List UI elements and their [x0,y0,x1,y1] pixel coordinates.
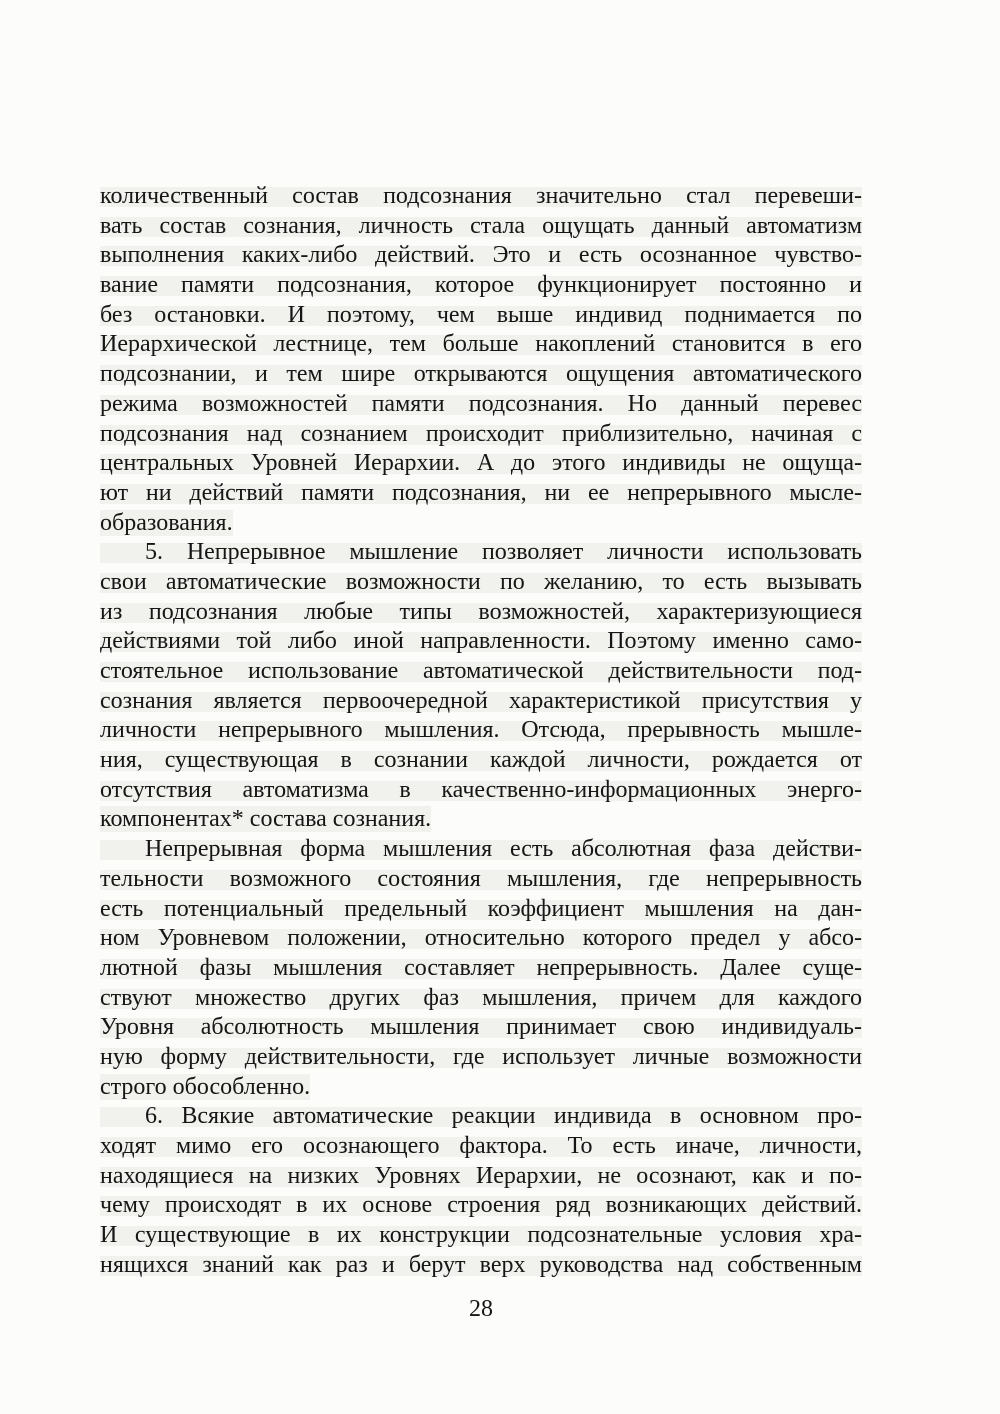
text-line [100,509,862,539]
text-line: вать состав сознания, личность стала ощущать данный автоматизм [100,212,862,242]
text-line: находящиеся на низких Уровнях Иерархии, не осознают, как и по- [100,1162,862,1192]
text-line: подсознании, и тем шире открываются ощущения автоматического [100,360,862,390]
text-line [100,1073,862,1103]
paragraph [100,1102,862,1280]
text-line: тельности возможного состояния мышления, где непрерывность [100,865,862,895]
text-line: без остановки. И поэтому, чем выше индивид поднимается по [100,301,862,331]
text-line: Уровня абсолютность мышления принимает свою индивидуаль- [100,1013,862,1043]
text-line: ния, существующая в сознании каждой личности, рождается от [100,746,862,776]
page-number: 28 [469,1296,493,1322]
text-line [100,805,862,835]
text-line-content: образования. [100,509,233,536]
text-line: свои автоматические возможности по желанию, то есть вызывать [100,568,862,598]
text-line: подсознания над сознанием происходит приблизительно, начиная с [100,420,862,450]
text-line: сознания является первоочередной характеристикой присутствия у [100,687,862,717]
text-line: ную форму действительности, где использует личные возможности [100,1043,862,1073]
text-line: ходят мимо его осознающего фактора. То есть иначе, личности, [100,1132,862,1162]
paragraph [100,538,862,835]
text-line: отсутствия автоматизма в качественно-информационных энерго- [100,776,862,806]
text-line-content: компонентах* состава сознания. [100,806,432,833]
text-block [100,182,862,1280]
text-line: количественный состав подсознания значительно стал перевеши- [100,182,862,212]
text-line: личности непрерывного мышления. Отсюда, прерывность мышле- [100,716,862,746]
text-line: лютной фазы мышления составляет непрерывность. Далее суще- [100,954,862,984]
paragraph [100,182,862,538]
text-line: нящихся знаний как раз и берут верх руководства над собственным [100,1251,862,1281]
text-line: вание памяти подсознания, которое функционирует постоянно и [100,271,862,301]
text-line: из подсознания любые типы возможностей, характеризующиеся [100,598,862,628]
text-line: ют ни действий памяти подсознания, ни ее непрерывного мысле- [100,479,862,509]
text-line: 5. Непрерывное мышление позволяет личности использовать [100,538,862,568]
text-line-content: строго обособленно. [100,1073,311,1100]
text-line: центральных Уровней Иерархии. А до этого индивиды не ощуща- [100,449,862,479]
text-line: 6. Всякие автоматические реакции индивида в основном про- [100,1102,862,1132]
text-line: Непрерывная форма мышления есть абсолютная фаза действи- [100,835,862,865]
text-line: чему происходят в их основе строения ряд возникающих действий. [100,1191,862,1221]
text-line: Иерархической лестнице, тем больше накоплений становится в его [100,330,862,360]
text-line: стоятельное использование автоматической действительности под- [100,657,862,687]
text-line: есть потенциальный предельный коэффициент мышления на дан- [100,895,862,925]
paragraph [100,835,862,1102]
text-line: действиями той либо иной направленности. Поэтому именно само- [100,627,862,657]
text-line: режима возможностей памяти подсознания. Но данный перевес [100,390,862,420]
text-line: ном Уровневом положении, относительно которого предел у абсо- [100,924,862,954]
text-line: выполнения каких-либо действий. Это и есть осознанное чувство- [100,241,862,271]
text-line: И существующие в их конструкции подсознательные условия хра- [100,1221,862,1251]
text-line: ствуют множество других фаз мышления, причем для каждого [100,984,862,1014]
